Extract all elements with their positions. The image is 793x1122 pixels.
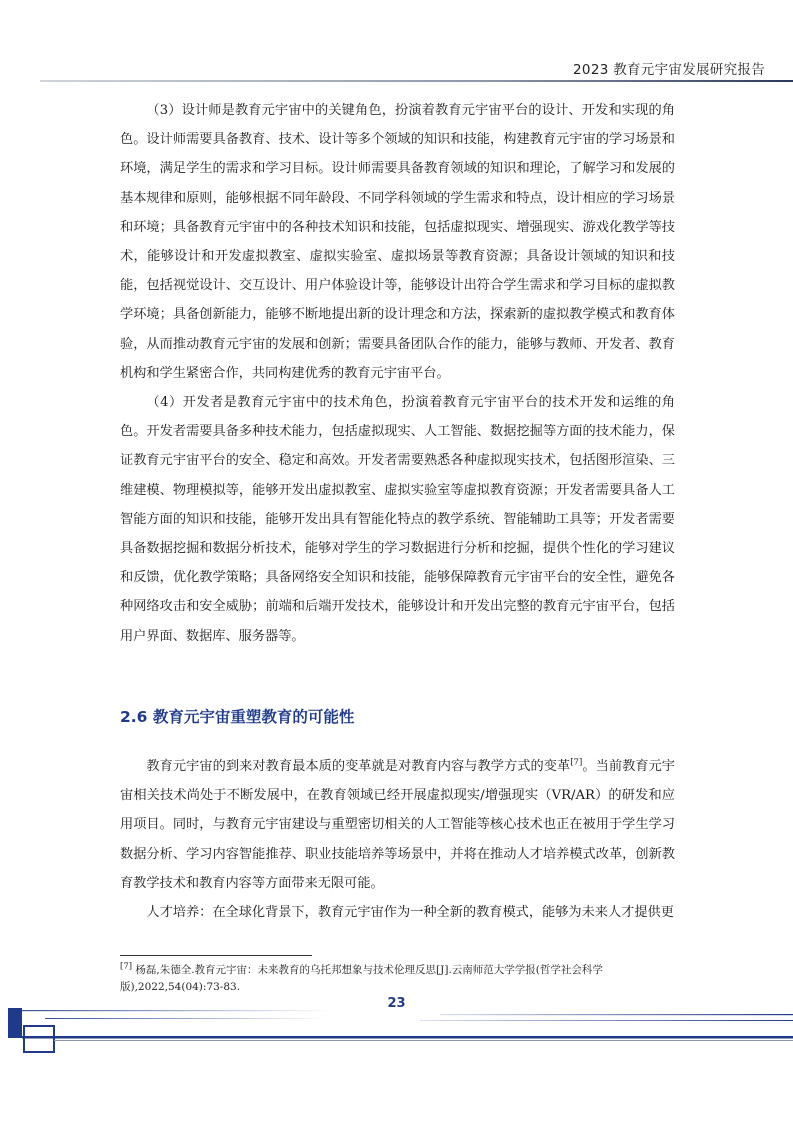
footnote-marker: [7] [120, 961, 133, 972]
header-rule [40, 80, 793, 82]
page-number: 23 [387, 996, 406, 1011]
paragraph-transformation [120, 752, 675, 898]
citation-marker[interactable]: [7] [570, 757, 583, 768]
report-header-title: 2023 教育元宇宙发展研究报告 [573, 62, 765, 78]
section-heading: 2.6 教育元宇宙重塑教育的可能性 [120, 708, 355, 726]
section-body [120, 752, 675, 927]
footnote-rule [120, 955, 312, 956]
body-text [120, 96, 675, 651]
paragraph-talent: 人才培养：在全球化背景下，教育元宇宙作为一种全新的教育模式，能够为未来人才提供更 [146, 905, 674, 921]
paragraph-developer: （4）开发者是教育元宇宙中的技术角色，扮演着教育元宇宙平台的技术开发和运维的角色。开发者需要具备多种技术能力，包括虚拟现实、人工智能、数据挖掘等方面的技术能力，保证教育元宇宙平台的安全、稳定和高效。开发者需要熟悉各种虚拟现实技术，包括图形渲染、三维建模、物理模拟等，能够开发出虚拟教室、虚拟实验室等虚拟教育资源；开发者需要具备人工智能方面的知识和技能，能够开发出具有智能化特点的教学系统、智能辅助工具等；开发者需要具备数据挖掘和数据分析技术，能够对学生的学习数据进行分析和挖掘，提供个性化的学习建议和反馈，优化教学策略；具备网络安全知识和技能，能够保障教育元宇宙平台的安全性，避免各种网络攻击和安全威胁；前端和后端开发技术，能够设计和开发出完整的教育元宇宙平台，包括用户界面、数据库、服务器等。 [120, 395, 675, 644]
paragraph-transformation-part1: 教育元宇宙的到来对教育最本质的变革就是对教育内容与教学方式的变革 [146, 759, 571, 774]
paragraph-designer: （3）设计师是教育元宇宙中的关键角色，扮演着教育元宇宙平台的设计、开发和实现的角色。设计师需要具备教育、技术、设计等多个领域的知识和技能，构建教育元宇宙的学习场景和环境，满足学生的需求和学习目标。设计师需要具备教育领域的知识和理论，了解学习和发展的基本规律和原则，能够根据不同年龄段、不同学科领域的学生需求和特点，设计相应的学习场景和环境；具备教育元宇宙中的各种技术知识和技能，包括虚拟现实、增强现实、游戏化教学等技术，能够设计和开发虚拟教室、虚拟实验室、虚拟场景等教育资源；具备设计领域的知识和技能，包括视觉设计、交互设计、用户体验设计等，能够设计出符合学生需求和学习目标的虚拟教学环境；具备创新能力，能够不断地提出新的设计理念和方法，探索新的虚拟教学模式和教育体验，从而推动教育元宇宙的发展和创新；需要具备团队合作的能力，能够与教师、开发者、教育机构和学生紧密合作，共同构建优秀的教育元宇宙平台。 [120, 103, 675, 381]
paragraph-transformation-part2: 。当前教育元宇宙相关技术尚处于不断发展中，在教育领域已经开展虚拟现实/增强现实（VR/AR）的研发和应用项目。同时，与教育元宇宙建设与重塑密切相关的人工智能等核心技术也正在被用于学生学习数据分析、学习内容智能推荐、职业技能培养等场景中，并将在推动人才培养模式改革，创新教育教学技术和教育内容等方面带来无限可能。 [120, 759, 675, 891]
footnote-text: 杨磊,朱德全.教育元宇宙：未来教育的乌托邦想象与技术伦理反思[J].云南师范大学学报(哲学社会科学版),2022,54(04):73-83. [120, 964, 603, 993]
